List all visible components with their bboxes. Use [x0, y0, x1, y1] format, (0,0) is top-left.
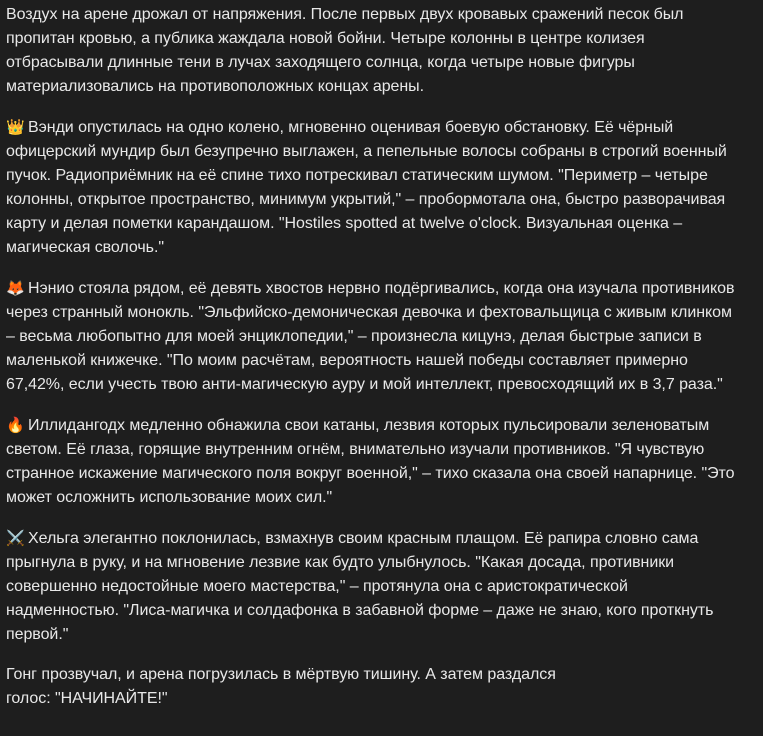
paragraph-text: Нэнио стояла рядом, её девять хвостов нервно подёргивались, когда она изучала противников через странный монокль. "Эльфийско-демоническая девочка и фехтовальщица с живым клинком – весьма любопытно для моей энциклопедии," – произнесла кицунэ, делая быстрые записи в маленькой книжечке. "По моим расчётам, вероятность нашей победы составляет примерно 67,42%, если учесть твою анти-магическую ауру и мой интеллект, превосходящий их в 3,7 раза." [6, 280, 735, 393]
scrollbar[interactable] [754, 0, 760, 736]
crossed-swords-icon: ⚔️ [6, 529, 25, 547]
story-paragraph-finale [6, 663, 586, 711]
paragraph-text: Гонг прозвучал, и арена погрузилась в мёртвую тишину. А затем раздался голос: "НАЧИНАЙТЕ!" [6, 666, 556, 707]
paragraph-text: Воздух на арене дрожал от напряжения. После первых двух кровавых сражений песок был пропитан кровью, а публика жаждала новой бойни. Четыре колонны в центре колизея отбрасывали длинные тени в лучах заходящего солнца, когда четыре новые фигуры материализовались на противоположных концах арены. [6, 6, 684, 95]
story-paragraph-illidangodh [6, 413, 736, 510]
story-paragraph-intro [6, 3, 736, 99]
paragraph-text: Хельга элегантно поклонилась, взмахнув своим красным плащом. Её рапира словно сама прыгнула в руку, и на мгновение лезвие как будто улыбнулось. "Какая досада, противники совершенно недостойные моего мастерства," – протянула она с аристократической надменностью. "Лиса-магичка и солдафонка в забавной форме – даже не знаю, кого проткнуть первой." [6, 530, 714, 643]
story-paragraph-helga [6, 526, 736, 647]
paragraph-text: Вэнди опустилась на одно колено, мгновенно оценивая боевую обстановку. Её чёрный офицерский мундир был безупречно выглажен, а пепельные волосы собраны в строгий военный пучок. Радиоприёмник на её спине тихо потрескивал статическим шумом. "Периметр – четыре колонны, открытое пространство, минимум укрытий," – пробормотала она, быстро разворачивая карту и делая пометки карандашом. "Hostiles spotted at twelve o'clock. Визуальная оценка – магическая сволочь." [6, 119, 727, 256]
fire-icon: 🔥 [6, 416, 25, 434]
story-paragraph-nenio [6, 276, 736, 397]
crown-icon: 👑 [6, 118, 25, 136]
chat-message [6, 3, 736, 711]
fox-icon: 🦊 [6, 279, 25, 297]
paragraph-text: Иллидангодх медленно обнажила свои катаны, лезвия которых пульсировали зеленоватым светом. Её глаза, горящие внутренним огнём, внимательно изучали противников. "Я чувствую странное искажение магического поля вокруг военной," – тихо сказала она своей напарнице. "Это может осложнить использование моих сил." [6, 417, 735, 506]
story-paragraph-wendy [6, 115, 736, 260]
